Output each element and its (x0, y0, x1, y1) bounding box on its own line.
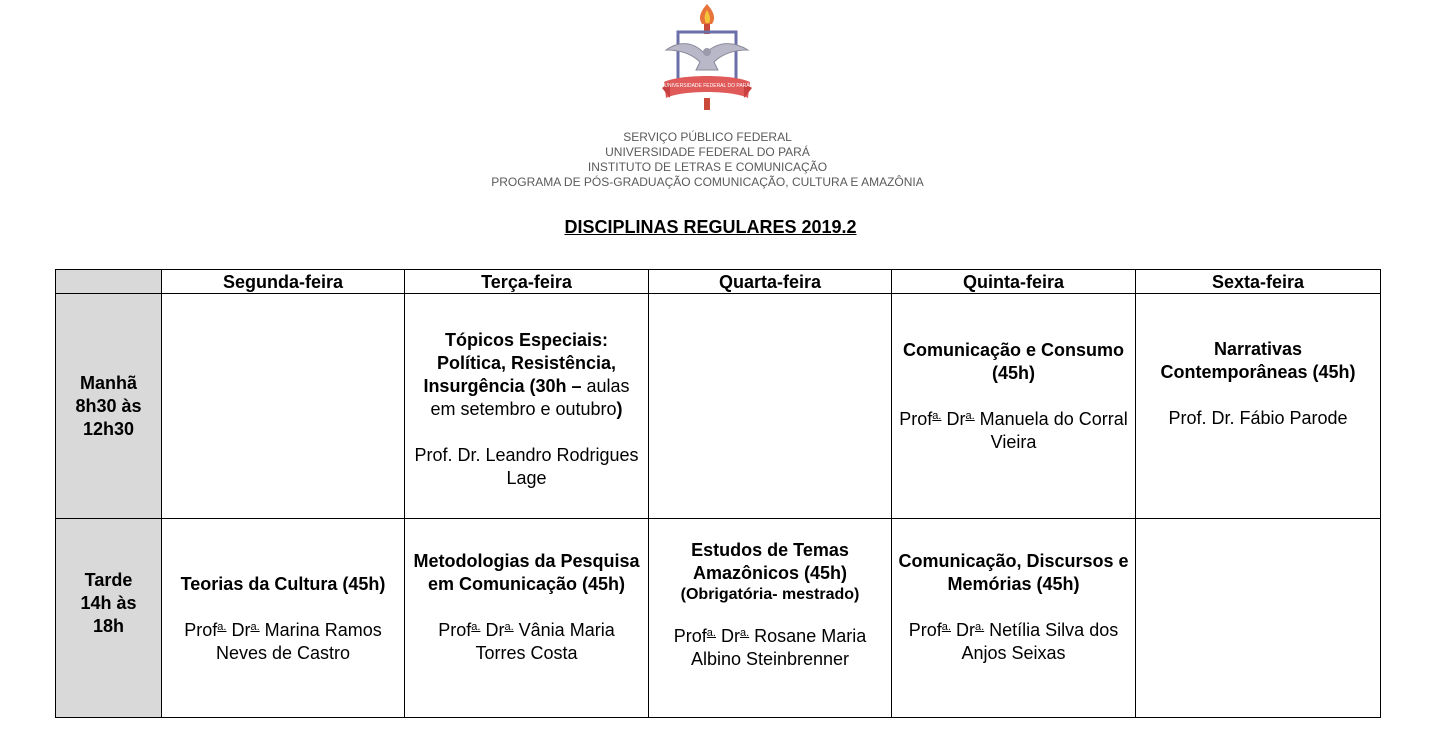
day-header-tuesday: Terça-feira (405, 270, 649, 294)
period-start: 8h30 às (75, 395, 142, 416)
university-logo (660, 2, 754, 112)
morning-row (56, 294, 1381, 519)
course-title: Tópicos Especiais: Política, Resistência, Insurgência (30h – (423, 329, 617, 396)
period-label: Tarde (84, 569, 133, 590)
header-line-3: INSTITUTO DE LETRAS E COMUNICAÇÃO (587, 160, 828, 174)
course-title: Metodologias da Pesquisa em Comunicação (45h) (413, 550, 640, 594)
period-afternoon (56, 519, 162, 718)
cell-wednesday-afternoon (649, 519, 892, 718)
period-end: 12h30 (82, 418, 135, 439)
course-note: (Obrigatória- mestrado) (680, 586, 860, 603)
period-start: 14h às (80, 592, 137, 613)
cell-tuesday-morning (405, 294, 649, 519)
header-line-1: SERVIÇO PÚBLICO FEDERAL (623, 130, 792, 144)
course-professor: Prof$^{a.}$ $Dr^{a.}$ Netília Silva dos Anjos Seixas (908, 619, 1119, 663)
page-title: DISCIPLINAS REGULARES 2019.2 (564, 217, 857, 237)
cell-tuesday-afternoon (405, 519, 649, 718)
cell-thursday-afternoon (892, 519, 1136, 718)
course-professor: Prof$^{a.}$ $Dr^{a.}$ Marina Ramos Neves de Castro (184, 620, 382, 663)
schedule-table (55, 269, 1381, 718)
corner-cell (56, 270, 162, 294)
period-end: 18h (92, 615, 125, 636)
cell-monday-morning (162, 294, 405, 519)
day-header-thursday: Quinta-feira (892, 270, 1136, 294)
cell-thursday-morning (892, 294, 1136, 519)
course-title: Comunicação e Consumo (45h) (902, 339, 1125, 383)
course-professor: Prof. Dr. Leandro Rodrigues Lage (414, 444, 639, 488)
period-morning (56, 294, 162, 519)
course-title: Estudos de Temas Amazônicos (45h) (691, 540, 849, 583)
course-professor: Prof$^{a.}$ $Dr^{a.}$ Rosane Maria Albino Steinbrenner (673, 626, 867, 669)
cell-monday-afternoon (162, 519, 405, 718)
afternoon-row (56, 519, 1381, 718)
header-line-4: PROGRAMA DE PÓS-GRADUAÇÃO COMUNICAÇÃO, CULTURA E AMAZÔNIA (491, 175, 924, 189)
course-professor: Prof$^{a.}$ $Dr^{a.}$ Vânia Maria Torres Costa (438, 619, 615, 663)
cell-friday-afternoon (1136, 519, 1381, 718)
course-title: Teorias da Cultura (45h) (180, 574, 386, 594)
header-row (56, 270, 1381, 294)
header-line-2: UNIVERSIDADE FEDERAL DO PARÁ (605, 145, 810, 159)
day-header-friday: Sexta-feira (1136, 270, 1381, 294)
course-note: aulas em setembro e outubro (430, 375, 630, 419)
course-title-close: ) (616, 398, 623, 419)
course-title: Narrativas Contemporâneas (45h) (1160, 339, 1356, 382)
cell-wednesday-morning (649, 294, 892, 519)
course-professor: Prof$^{a.}$ $Dr^{a.}$ Manuela do Corral Vieira (899, 408, 1128, 452)
day-header-monday: Segunda-feira (162, 270, 405, 294)
course-professor: Prof. Dr. Fábio Parode (1168, 408, 1348, 428)
cell-friday-morning (1136, 294, 1381, 519)
svg-text:UNIVERSIDADE FEDERAL DO PARÁ: UNIVERSIDADE FEDERAL DO PARÁ (664, 83, 750, 89)
period-label: Manhã (79, 372, 137, 393)
course-title: Comunicação, Discursos e Memórias (45h) (898, 550, 1129, 594)
day-header-wednesday: Quarta-feira (649, 270, 892, 294)
